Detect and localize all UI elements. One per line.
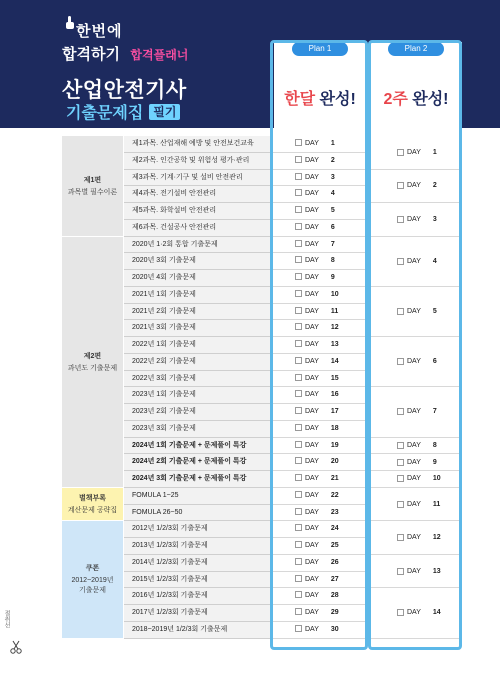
brand-line2	[62, 43, 262, 64]
day-label: DAY	[305, 156, 319, 164]
subtitle-text: 기출문제집	[66, 105, 144, 122]
plan2-checkbox[interactable]	[397, 609, 404, 616]
subject-cell: 2015년 1/2/3회 기출문제	[124, 572, 270, 589]
plan2-checkbox[interactable]	[397, 568, 404, 575]
plan1-day-cell	[273, 538, 365, 555]
plan1-checkbox[interactable]	[295, 608, 302, 615]
day-label: DAY	[407, 408, 421, 416]
plan1-day-cell	[273, 337, 365, 354]
day-label: DAY	[407, 215, 421, 223]
subject-cell: 제3과목. 기계·기구 및 설비 안전관리	[124, 170, 270, 187]
day-label: DAY	[305, 391, 319, 399]
plan2-heading-rest: 완성!	[407, 91, 449, 108]
plan1-day-cell	[273, 555, 365, 572]
day-number: 10	[330, 290, 339, 298]
day-label: DAY	[305, 190, 319, 198]
day-label: DAY	[305, 408, 319, 415]
subject-cell: 2023년 2회 기출문제	[124, 404, 270, 421]
plan1-day-cell	[273, 237, 365, 254]
plan1-checkbox[interactable]	[295, 290, 302, 297]
plan2-checkbox[interactable]	[397, 408, 404, 415]
subject-cell: 제6과목. 건설공사 안전관리	[124, 220, 270, 237]
plan2-header	[370, 42, 462, 128]
day-number: 30	[330, 625, 339, 633]
plan1-day-cell	[273, 186, 365, 203]
day-number: 13	[432, 567, 441, 575]
subject-cell: 2020년 4회 기출문제	[124, 270, 270, 287]
day-number: 4	[330, 190, 335, 198]
day-number: 11	[432, 500, 441, 508]
day-number: 11	[330, 307, 339, 315]
subject-cell: 2012년 1/2/3회 기출문제	[124, 521, 270, 538]
subject-cell: 2022년 2회 기출문제	[124, 354, 270, 371]
plan2-day-cell	[371, 337, 459, 387]
plan1-heading-rest: 완성!	[315, 91, 356, 108]
plan1-checkbox[interactable]	[295, 340, 302, 347]
day-label: DAY	[305, 458, 319, 466]
day-number: 12	[330, 324, 339, 332]
day-number: 21	[330, 475, 339, 482]
day-number: 12	[432, 534, 441, 541]
day-label: DAY	[407, 358, 421, 366]
plan1-day-cell	[273, 287, 365, 304]
plan1-day-cell	[273, 170, 365, 187]
day-number: 20	[330, 458, 339, 466]
day-label: DAY	[407, 458, 421, 466]
day-number: 19	[330, 441, 339, 449]
plan2-checkbox[interactable]	[397, 258, 404, 265]
day-number: 5	[432, 307, 437, 315]
day-label: DAY	[407, 500, 421, 508]
day-number: 13	[330, 341, 339, 348]
plan1-day-cell	[273, 572, 365, 589]
plan1-tab: Plan 1	[292, 42, 348, 56]
brand-logo	[62, 20, 262, 64]
section-subtitle: 과년도 기출문제	[67, 364, 118, 372]
brand-planner: 합격플래너	[130, 48, 189, 62]
day-number: 1	[330, 140, 335, 147]
plan1-day-cell	[273, 454, 365, 471]
plan1-heading	[274, 86, 366, 109]
day-label: DAY	[407, 534, 421, 541]
day-number: 2	[330, 156, 335, 164]
plan1-day-cell	[273, 270, 365, 287]
day-label: DAY	[305, 140, 319, 147]
cut-line-label: 절취선	[3, 610, 9, 628]
plan2-day-cell	[371, 237, 459, 287]
plan1-day-cell	[273, 605, 365, 622]
day-number: 25	[330, 542, 339, 549]
day-label: DAY	[305, 625, 319, 633]
day-number: 27	[330, 575, 339, 583]
plan1-checkbox[interactable]	[295, 424, 302, 431]
day-label: DAY	[305, 508, 319, 516]
day-label: DAY	[407, 609, 421, 617]
plan1-checkbox[interactable]	[295, 407, 302, 414]
plan1-day-cell	[273, 505, 365, 522]
plan1-checkbox[interactable]	[295, 139, 302, 146]
day-label: DAY	[407, 567, 421, 575]
section-title: 쿠폰	[85, 565, 100, 573]
subject-cell: FOMULA 26~50	[124, 505, 270, 522]
plan1-checkbox[interactable]	[295, 441, 302, 448]
plan2-heading-em: 2주	[383, 91, 408, 108]
plan2-checkbox[interactable]	[397, 442, 404, 449]
day-label: DAY	[305, 341, 319, 348]
day-label: DAY	[305, 357, 319, 365]
day-number: 29	[330, 609, 339, 616]
plan2-day-cell	[371, 438, 459, 455]
day-label: DAY	[305, 173, 319, 181]
plan1-checkbox[interactable]	[295, 223, 302, 230]
section-label	[62, 488, 124, 521]
day-number: 9	[432, 458, 437, 466]
plan1-checkbox[interactable]	[295, 508, 302, 515]
plan1-day-cell	[273, 521, 365, 538]
day-label: DAY	[305, 542, 319, 549]
day-label: DAY	[305, 525, 319, 533]
day-number: 26	[330, 558, 339, 566]
plan1-checkbox[interactable]	[295, 240, 302, 247]
page-title: 산업안전기사	[62, 79, 187, 102]
day-label: DAY	[305, 290, 319, 298]
plan1-day-cell	[273, 421, 365, 438]
plan2-checkbox[interactable]	[397, 182, 404, 189]
subject-cell: FOMULA 1~25	[124, 488, 270, 505]
plan1-checkbox[interactable]	[295, 374, 302, 381]
day-label: DAY	[305, 558, 319, 566]
day-label: DAY	[305, 592, 319, 600]
day-number: 4	[432, 257, 437, 265]
plan2-checkbox[interactable]	[397, 459, 404, 466]
plan1-day-cell	[273, 220, 365, 237]
page-subtitle	[66, 100, 180, 123]
day-number: 22	[330, 491, 339, 499]
section-subtitle-2: 기출문제	[78, 587, 107, 595]
day-number: 8	[432, 441, 437, 449]
subject-cell: 2020년 3회 기출문제	[124, 253, 270, 270]
subject-cell: 2021년 2회 기출문제	[124, 304, 270, 321]
day-label: DAY	[407, 307, 421, 315]
subject-cell: 2018~2019년 1/2/3회 기출문제	[124, 622, 270, 639]
plan1-day-cell	[273, 203, 365, 220]
section-label	[62, 237, 124, 487]
plan2-day-cell	[371, 136, 459, 170]
plan1-checkbox[interactable]	[295, 323, 302, 330]
plan2-day-cell	[371, 471, 459, 488]
day-number: 6	[432, 358, 437, 366]
day-label: DAY	[305, 609, 319, 616]
plan1-day-cell	[273, 588, 365, 605]
subject-cell: 2022년 3회 기출문제	[124, 371, 270, 388]
plan1-day-cell	[273, 253, 365, 270]
plan1-day-cell	[273, 304, 365, 321]
day-label: DAY	[305, 441, 319, 449]
day-label: DAY	[305, 274, 319, 281]
day-number: 10	[432, 475, 441, 483]
plan1-day-cell	[273, 488, 365, 505]
plan1-checkbox[interactable]	[295, 156, 302, 163]
day-number: 14	[330, 357, 339, 365]
day-number: 3	[432, 215, 437, 223]
plan1-day-cell	[273, 371, 365, 388]
day-number: 6	[330, 223, 335, 231]
plan2-checkbox[interactable]	[397, 216, 404, 223]
subject-cell: 2024년 1회 기출문제 + 문제풀이 특강	[124, 438, 270, 455]
day-label: DAY	[305, 424, 319, 432]
day-label: DAY	[305, 207, 319, 214]
section-subtitle: 2012~2019년	[71, 577, 114, 585]
plan1-checkbox[interactable]	[295, 541, 302, 548]
section-subtitle: 과목별 필수이론	[67, 188, 118, 196]
day-number: 9	[330, 274, 335, 281]
subject-cell: 2021년 3회 기출문제	[124, 320, 270, 337]
plan2-tab: Plan 2	[388, 42, 444, 56]
plan2-checkbox[interactable]	[397, 475, 404, 482]
day-number: 23	[330, 508, 339, 516]
subject-cell: 2024년 3회 기출문제 + 문제풀이 특강	[124, 471, 270, 488]
section-label	[62, 136, 124, 236]
day-label: DAY	[305, 240, 319, 248]
plan1-heading-em: 한달	[284, 91, 316, 108]
plan2-checkbox[interactable]	[397, 501, 404, 508]
subject-cell: 2014년 1/2/3회 기출문제	[124, 555, 270, 572]
day-label: DAY	[305, 257, 319, 265]
day-number: 8	[330, 257, 335, 265]
brand-line1: 한번에	[76, 23, 123, 40]
plan1-day-cell	[273, 387, 365, 404]
subject-cell: 2024년 2회 기출문제 + 문제풀이 특강	[124, 454, 270, 471]
day-label: DAY	[305, 223, 319, 231]
day-label: DAY	[305, 475, 319, 482]
plan1-checkbox[interactable]	[295, 625, 302, 632]
brand-line2-main: 합격하기	[62, 46, 120, 63]
plan1-checkbox[interactable]	[295, 189, 302, 196]
plan1-checkbox[interactable]	[295, 273, 302, 280]
subject-cell: 제5과목. 화학설비 안전관리	[124, 203, 270, 220]
day-number: 7	[432, 408, 437, 416]
day-label: DAY	[305, 324, 319, 332]
plan1-checkbox[interactable]	[295, 524, 302, 531]
subject-cell: 제2과목. 인간공학 및 위험성 평가·관리	[124, 153, 270, 170]
plan2-day-cell	[371, 488, 459, 522]
subject-cell: 2023년 1회 기출문제	[124, 387, 270, 404]
plan1-day-cell	[273, 153, 365, 170]
plan1-checkbox[interactable]	[295, 575, 302, 582]
plan2-day-cell	[371, 287, 459, 337]
day-number: 16	[330, 391, 339, 399]
plan2-day-cell	[371, 170, 459, 204]
plan2-checkbox[interactable]	[397, 534, 404, 541]
section-title: 별책부록	[78, 495, 107, 502]
scissors-icon	[10, 640, 22, 654]
day-number: 1	[432, 148, 437, 156]
day-number: 15	[330, 374, 339, 382]
plan1-checkbox[interactable]	[295, 457, 302, 464]
subject-cell: 제4과목. 전기설비 안전관리	[124, 186, 270, 203]
plan1-checkbox[interactable]	[295, 390, 302, 397]
day-label: DAY	[305, 307, 319, 315]
day-label: DAY	[407, 441, 421, 449]
plan2-day-cell	[371, 387, 459, 437]
plan2-day-cell	[371, 203, 459, 237]
day-number: 2	[432, 182, 437, 190]
day-label: DAY	[407, 182, 421, 190]
subject-cell: 제1과목. 산업재해 예방 및 안전보건교육	[124, 136, 270, 153]
day-number: 14	[432, 609, 441, 617]
day-label: DAY	[305, 374, 319, 382]
plan1-checkbox[interactable]	[295, 256, 302, 263]
day-number: 7	[330, 240, 335, 248]
section-title: 제2편	[83, 352, 102, 360]
plan1-day-cell	[273, 438, 365, 455]
plan1-day-cell	[273, 471, 365, 488]
subject-cell: 2017년 1/2/3회 기출문제	[124, 605, 270, 622]
plan2-day-cell	[371, 454, 459, 471]
plan1-checkbox[interactable]	[295, 591, 302, 598]
subject-cell: 2023년 3회 기출문제	[124, 421, 270, 438]
section-title: 제1편	[83, 176, 102, 184]
plan1-checkbox[interactable]	[295, 206, 302, 213]
plan2-heading	[370, 86, 462, 109]
day-number: 5	[330, 207, 335, 214]
plan1-day-cell	[273, 404, 365, 421]
plan1-checkbox[interactable]	[295, 357, 302, 364]
day-label: DAY	[305, 575, 319, 583]
plan1-day-cell	[273, 622, 365, 639]
plan2-checkbox[interactable]	[397, 308, 404, 315]
day-number: 28	[330, 592, 339, 600]
pilgi-badge: 필기	[149, 104, 180, 120]
day-number: 18	[330, 424, 339, 432]
day-label: DAY	[305, 491, 319, 499]
plan2-checkbox[interactable]	[397, 149, 404, 156]
plan2-day-cell	[371, 521, 459, 555]
plan2-day-cell	[371, 555, 459, 589]
subject-cell: 2020년 1·2회 통합 기출문제	[124, 237, 270, 254]
day-number: 3	[330, 173, 335, 181]
plan1-day-cell	[273, 320, 365, 337]
day-label: DAY	[407, 257, 421, 265]
day-number: 17	[330, 408, 339, 415]
plan2-day-cell	[371, 588, 459, 638]
plan1-checkbox[interactable]	[295, 307, 302, 314]
plan1-header	[274, 42, 366, 128]
plan1-checkbox[interactable]	[295, 474, 302, 481]
plan1-day-cell	[273, 136, 365, 153]
plan1-checkbox[interactable]	[295, 173, 302, 180]
subject-cell: 2016년 1/2/3회 기출문제	[124, 588, 270, 605]
subject-cell: 2021년 1회 기출문제	[124, 287, 270, 304]
plan1-checkbox[interactable]	[295, 558, 302, 565]
subject-cell: 2013년 1/2/3회 기출문제	[124, 538, 270, 555]
subject-cell: 2022년 1회 기출문제	[124, 337, 270, 354]
section-subtitle: 계산문제 공략집	[67, 507, 118, 514]
plan1-day-cell	[273, 354, 365, 371]
plan1-checkbox[interactable]	[295, 491, 302, 498]
day-label: DAY	[407, 148, 421, 156]
day-number: 24	[330, 525, 339, 533]
plan2-checkbox[interactable]	[397, 358, 404, 365]
section-label	[62, 521, 124, 637]
day-label: DAY	[407, 475, 421, 483]
